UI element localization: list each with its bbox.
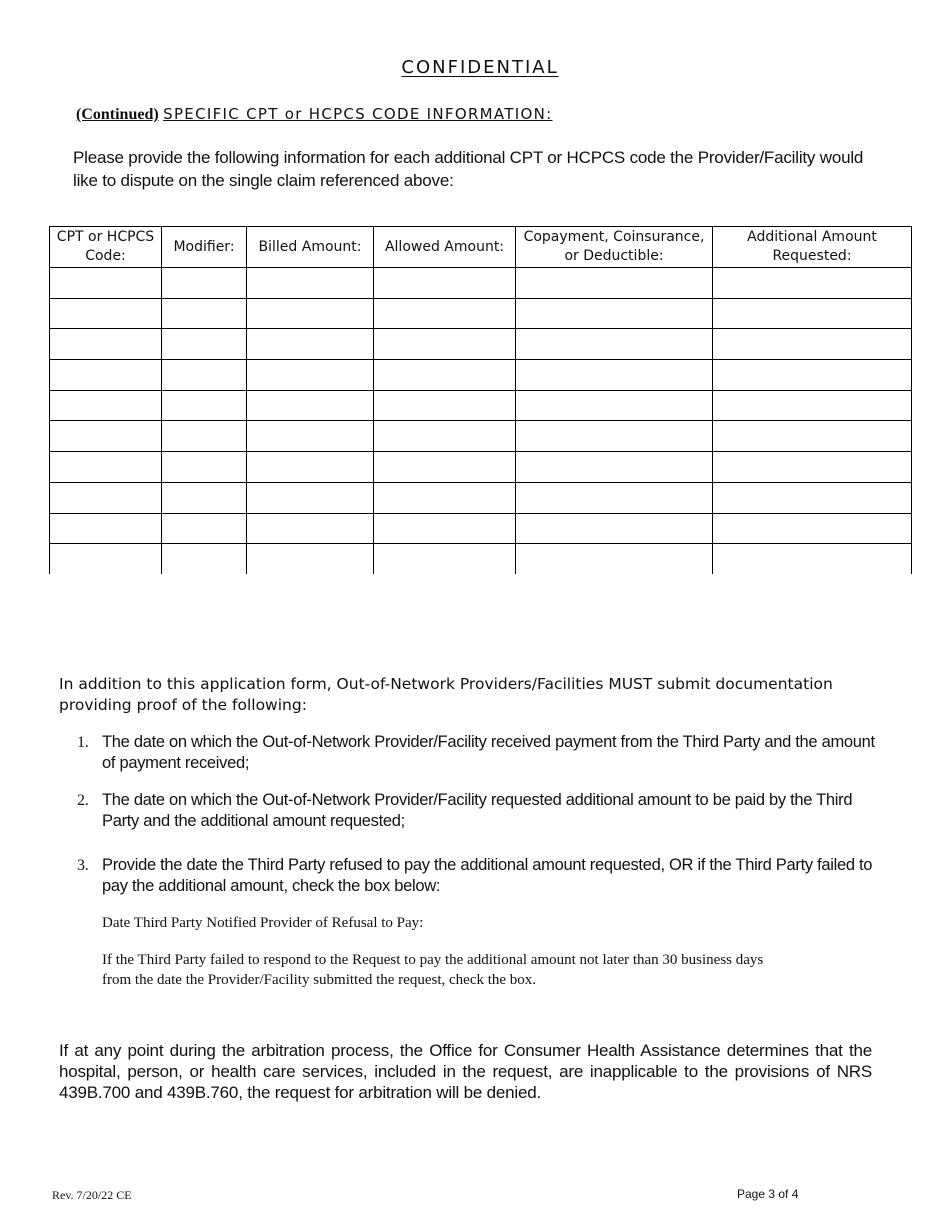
column-header-copayment: Copayment, Coinsurance, or Deductible: — [516, 227, 713, 268]
table-cell[interactable] — [162, 452, 247, 483]
table-cell[interactable] — [162, 544, 247, 574]
table-cell[interactable] — [516, 360, 713, 391]
table-header-row — [50, 227, 912, 268]
table-cell[interactable] — [162, 390, 247, 421]
confidential-heading — [0, 57, 950, 78]
table-cell[interactable] — [50, 421, 162, 452]
column-header-modifier: Modifier: — [162, 227, 247, 268]
table-cell[interactable] — [516, 421, 713, 452]
table-cell[interactable] — [374, 268, 516, 299]
table-cell[interactable] — [374, 360, 516, 391]
table-cell[interactable] — [516, 390, 713, 421]
table-cell[interactable] — [50, 268, 162, 299]
table-cell[interactable] — [247, 360, 374, 391]
table-cell[interactable] — [50, 390, 162, 421]
additional-docs-lead: In addition to this application form, Out-of-Network Providers/Facilities MUST submit documentation providing proof of the following: — [59, 675, 833, 714]
table-row — [50, 329, 912, 360]
table-row — [50, 482, 912, 513]
table-cell[interactable] — [516, 544, 713, 574]
table-cell[interactable] — [162, 268, 247, 299]
table-cell[interactable] — [516, 513, 713, 544]
closing-paragraph: If at any point during the arbitration process, the Office for Consumer Health Assistance determines that the hospital, person, or health care services, included in the request, are inapplicable to the provisions of NRS 439B.700 and 439B.760, the request for arbitration will be denied. — [59, 1041, 872, 1102]
table-cell[interactable] — [162, 482, 247, 513]
table-cell[interactable] — [516, 452, 713, 483]
list-item-number: 3. — [77, 857, 89, 874]
table-cell[interactable] — [247, 268, 374, 299]
table-cell[interactable] — [50, 298, 162, 329]
table-cell[interactable] — [374, 482, 516, 513]
table-cell[interactable] — [374, 329, 516, 360]
table-cell[interactable] — [247, 544, 374, 574]
table-cell[interactable] — [713, 421, 912, 452]
table-cell[interactable] — [374, 390, 516, 421]
intro-paragraph: Please provide the following information for each additional CPT or HCPCS code the Provider/Facility would like to dispute on the single claim referenced above: — [73, 148, 864, 190]
table-cell[interactable] — [247, 329, 374, 360]
list-item-text: Provide the date the Third Party refused to pay the additional amount requested, OR if the Third Party failed to pay the additional amount, check the box below: — [102, 856, 873, 895]
table-body — [50, 268, 912, 574]
table-cell[interactable] — [50, 544, 162, 574]
table-cell[interactable] — [50, 452, 162, 483]
section-title: SPECIFIC CPT or HCPCS CODE INFORMATION: — [163, 105, 553, 123]
table-row — [50, 544, 912, 574]
continued-label: (Continued) — [76, 106, 159, 123]
table-cell[interactable] — [374, 298, 516, 329]
table-row — [50, 268, 912, 299]
table-row — [50, 452, 912, 483]
table-cell[interactable] — [516, 329, 713, 360]
table-cell[interactable] — [713, 390, 912, 421]
column-header-allowed-amount: Allowed Amount: — [374, 227, 516, 268]
table-cell[interactable] — [713, 544, 912, 574]
list-item-number: 2. — [77, 792, 89, 809]
table-cell[interactable] — [374, 421, 516, 452]
table-cell[interactable] — [713, 482, 912, 513]
table-cell[interactable] — [247, 452, 374, 483]
table-cell[interactable] — [50, 513, 162, 544]
table-cell[interactable] — [516, 482, 713, 513]
table-cell[interactable] — [516, 268, 713, 299]
table-cell[interactable] — [713, 298, 912, 329]
table-cell[interactable] — [713, 513, 912, 544]
table-cell[interactable] — [247, 482, 374, 513]
table-cell[interactable] — [247, 298, 374, 329]
list-item-text: The date on which the Out-of-Network Provider/Facility requested additional amount to be paid by the Third Party and the additional amount requested; — [102, 791, 853, 830]
table-cell[interactable] — [374, 544, 516, 574]
list-item-number: 1. — [77, 734, 89, 751]
table-cell[interactable] — [50, 360, 162, 391]
table-row — [50, 298, 912, 329]
cpt-code-table — [49, 226, 912, 574]
table-cell[interactable] — [247, 513, 374, 544]
failed-to-respond-note: If the Third Party failed to respond to the Request to pay the additional amount not later than 30 business days from the date the Provider/Facility submitted the request, check the box. — [102, 952, 764, 988]
table-row — [50, 421, 912, 452]
table-cell[interactable] — [162, 513, 247, 544]
table-cell[interactable] — [713, 452, 912, 483]
table-cell[interactable] — [50, 329, 162, 360]
page-number: Page 3 of 4 — [737, 1187, 799, 1201]
table-cell[interactable] — [374, 513, 516, 544]
table-cell[interactable] — [247, 390, 374, 421]
table-cell[interactable] — [713, 329, 912, 360]
table-cell[interactable] — [516, 298, 713, 329]
table-cell[interactable] — [162, 298, 247, 329]
table-cell[interactable] — [247, 421, 374, 452]
table-cell[interactable] — [713, 360, 912, 391]
table-cell[interactable] — [162, 360, 247, 391]
column-header-additional-amount: Additional Amount Requested: — [713, 227, 912, 268]
table-row — [50, 390, 912, 421]
table-cell[interactable] — [50, 482, 162, 513]
column-header-billed-amount: Billed Amount: — [247, 227, 374, 268]
list-item-text: The date on which the Out-of-Network Provider/Facility received payment from the Third Party and the amount of payment received; — [102, 733, 875, 772]
column-header-cpt-code: CPT or HCPCS Code: — [50, 227, 162, 268]
section-heading — [76, 105, 552, 124]
table-cell[interactable] — [162, 421, 247, 452]
table-cell[interactable] — [374, 452, 516, 483]
table-cell[interactable] — [162, 329, 247, 360]
revision-label: Rev. 7/20/22 CE — [52, 1188, 132, 1202]
refusal-date-label: Date Third Party Notified Provider of Refusal to Pay: — [102, 915, 424, 931]
table-row — [50, 360, 912, 391]
table-cell[interactable] — [713, 268, 912, 299]
confidential-text: CONFIDENTIAL — [401, 57, 559, 78]
table-row — [50, 513, 912, 544]
